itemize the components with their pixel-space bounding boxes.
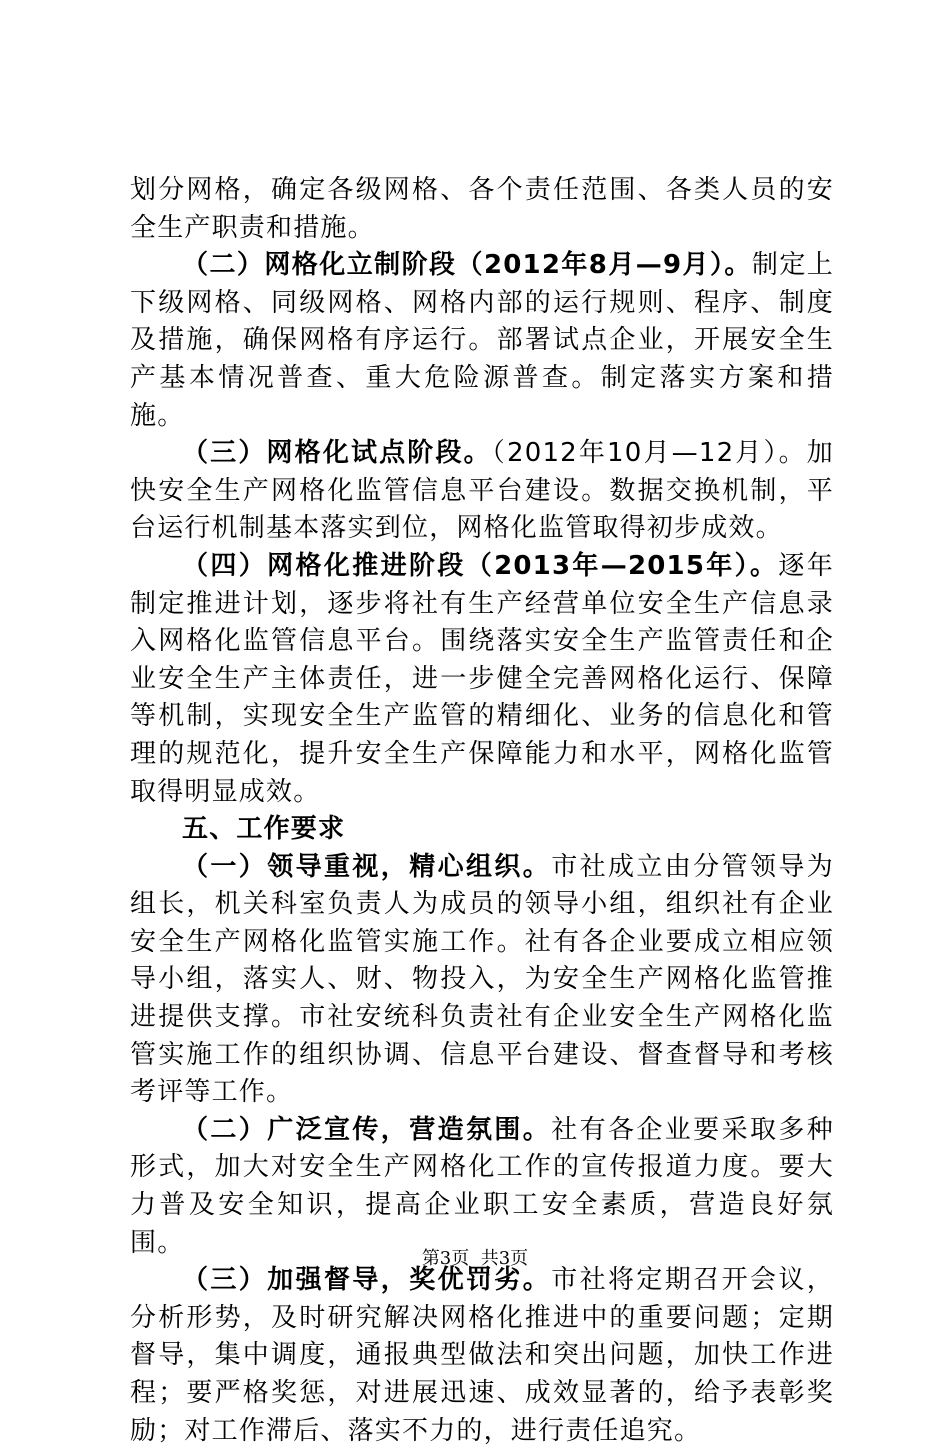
paragraph-text: 制定上下级网格、同级网格、网格内部的运行规则、程序、制度及措施，确保网格有序运行。部署试点企业，开展安全生产基本情况普查、重大危险源普查。制定落实方案和措施。 [130,250,834,431]
paragraph-heading: （二）广泛宣传，营造氛围。 [182,1114,552,1145]
paragraph-heading: （三）网格化试点阶段。 [182,438,492,469]
paragraph-text: 市社成立由分管领导为组长，机关科室负责人为成员的领导小组，组织社有企业安全生产网格化监管实施工作。社有各企业要成立相应领导小组，落实人、财、物投入，为安全生产网格化监管推进提供支撑。市社安统科负责社有企业安全生产网格化监管实施工作的组织协调、信息平台建设、督查督导和考核考评等工作。 [130,851,834,1108]
paragraph-stage-2 [130,247,834,435]
paragraph-heading: （一）领导重视，精心组织。 [182,851,552,882]
paragraph-heading: （三）加强督导，奖优罚劣。 [182,1265,552,1296]
paragraph-heading: （四）网格化推进阶段（2013年—2015年）。 [182,550,779,581]
paragraph-text: 划分网格，确定各级网格、各个责任范围、各类人员的安全生产职责和措施。 [130,175,834,243]
paragraph-stage-4 [130,548,834,811]
page-number: 第3页 [421,1248,470,1269]
section-heading: 五、工作要求 [182,814,346,845]
paragraph-stage-3 [130,435,834,548]
paragraph-text: 社有各企业要采取多种形式，加大对安全生产网格化工作的宣传报道力度。要大力普及安全知识，提高企业职工安全素质，营造良好氛围。 [130,1114,834,1258]
page-total: 共3页 [480,1248,529,1269]
paragraph-requirement-1 [130,849,834,1112]
paragraph-requirement-2 [130,1112,834,1262]
paragraph-text: 逐年制定推进计划，逐步将社有生产经营单位安全生产信息录入网格化监管信息平台。围绕落实安全生产监管责任和企业安全生产主体责任，进一步健全完善网格化运行、保障等机制，实现安全生产监管的精细化、业务的信息化和管理的规范化，提升安全生产保障能力和水平，网格化监管取得明显成效。 [130,550,834,807]
paragraph-requirement-3 [130,1262,834,1450]
page-footer [0,1244,950,1270]
paragraph-heading: （二）网格化立制阶段（2012年8月—9月）。 [182,250,752,281]
paragraph-text: 市社将定期召开会议，分析形势，及时研究解决网格化推进中的重要问题；定期督导，集中调度，通报典型做法和突出问题，加快工作进程；要严格奖惩，对进展迅速、成效显著的，给予表彰奖励；对工作滞后、落实不力的，进行责任追究。 [130,1265,834,1446]
paragraph-continuation [130,172,834,247]
section-heading-work-requirements [130,811,834,849]
paragraph-text: （2012年10月—12月）。加快安全生产网格化监管信息平台建设。数据交换机制，平台运行机制基本落实到位，网格化监管取得初步成效。 [130,438,834,544]
